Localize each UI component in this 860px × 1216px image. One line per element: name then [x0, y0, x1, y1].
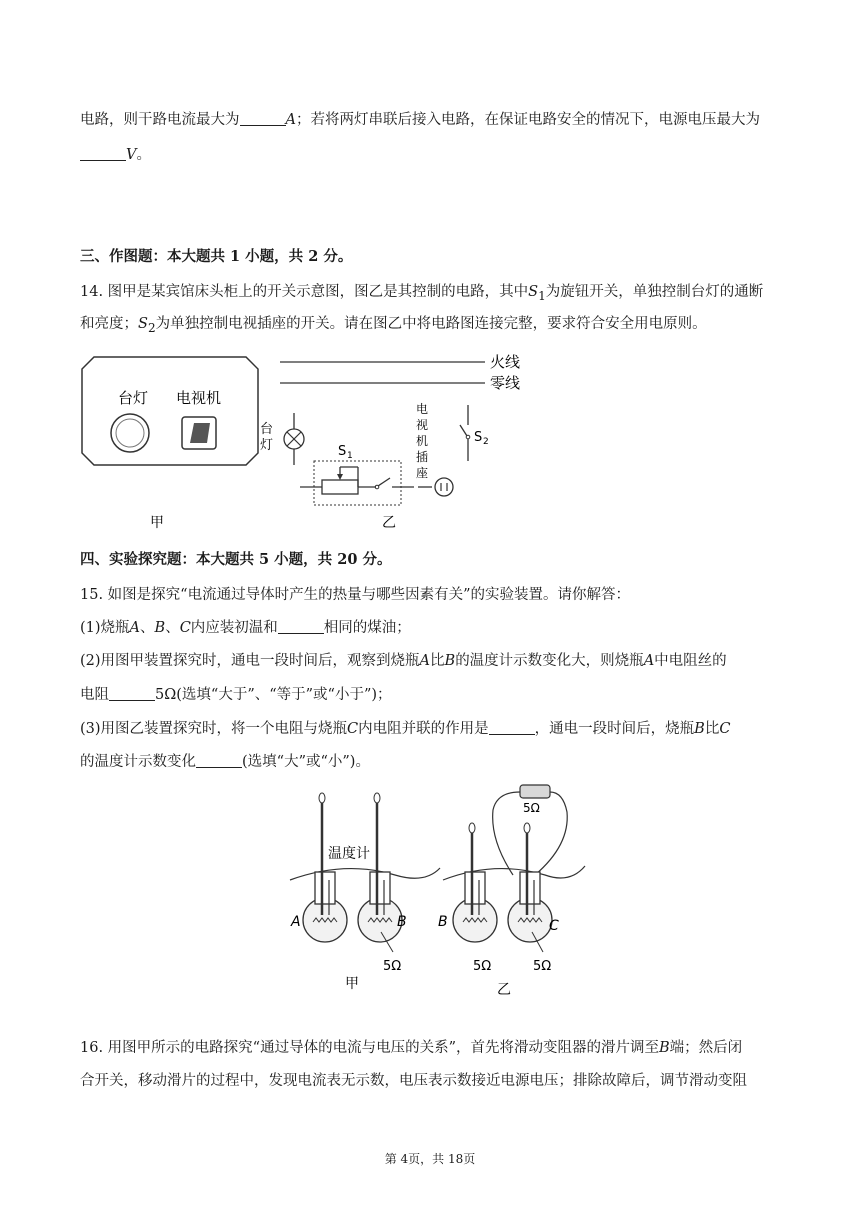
flask-a-label: A: [291, 914, 301, 930]
label-socket-1: 电: [416, 402, 429, 416]
label-yi: 乙: [382, 515, 396, 531]
svg-text:1: 1: [347, 451, 353, 461]
answer-blank[interactable]: [196, 753, 242, 768]
label-jia: 甲: [150, 515, 164, 531]
figure-15: [285, 780, 595, 1000]
q14-line-1: 14. 图甲是某宾馆床头柜上的开关示意图，图乙是其控制的电路，其中$S_1$为旋钮开关，单独控制台灯的通断: [80, 284, 764, 303]
label-lingxian: 零线: [490, 374, 521, 392]
svg-text:2: 2: [483, 437, 489, 447]
q15-line-3: (2)用图甲装置探究时，通电一段时间后，观察到烧瓶A比B的温度计示数变化大，则烧瓶A中电阻丝的: [80, 653, 727, 669]
label-taideng: 台灯: [118, 389, 149, 407]
label-huoxian: 火线: [490, 353, 521, 371]
resistor-b-label: 5Ω: [383, 959, 402, 974]
answer-blank[interactable]: [240, 111, 286, 126]
flask-b2-label: B: [438, 914, 448, 930]
q13-line-1: 电路，则干路电流最大为 A；若将两灯串联后接入电路，在保证电路安全的情况下，电源电压最大为: [80, 112, 760, 128]
resistor-top-label: 5Ω: [523, 801, 540, 815]
q15-line-2: (1)烧瓶A、B、C内应装初温和 相同的煤油；: [80, 620, 411, 636]
label-socket-4: 插: [416, 450, 429, 464]
label-s2: S: [474, 430, 483, 445]
answer-blank[interactable]: [80, 146, 126, 161]
label-lamp-1: 台: [260, 422, 274, 437]
label-jia: 甲: [345, 976, 359, 992]
figure-14: [70, 345, 540, 535]
q15-line-1: 15. 如图是探究“电流通过导体时产生的热量与哪些因素有关”的实验装置。请你解答：: [80, 587, 630, 603]
q14-line-2: 和亮度；$S_2$为单独控制电视插座的开关。请在图乙中将电路图连接完整，要求符合安全用电原则。: [80, 316, 707, 335]
flask-b-label: B: [397, 914, 407, 930]
q13-line-2: V。: [80, 145, 151, 165]
answer-blank[interactable]: [489, 720, 535, 735]
thermometer-label: 温度计: [328, 846, 370, 862]
label-dianshiji: 电视机: [176, 389, 222, 407]
label-socket-5: 座: [416, 466, 429, 480]
section-heading-4: 四、实验探究题：本大题共 5 小题，共 20 分。: [80, 551, 392, 568]
resistor-b2-label: 5Ω: [473, 959, 492, 974]
label-socket-2: 视: [416, 418, 429, 432]
q15-line-6: 的温度计示数变化 (选填“大”或“小”)。: [80, 754, 370, 770]
label-s1: S: [338, 444, 347, 459]
resistor-c-label: 5Ω: [533, 959, 552, 974]
answer-blank[interactable]: [109, 686, 155, 701]
section-heading-3: 三、作图题：本大题共 1 小题，共 2 分。: [80, 248, 353, 265]
q16-line-1: 16. 用图甲所示的电路探究“通过导体的电流与电压的关系”，首先将滑动变阻器的滑片调至B端；然后闭: [80, 1040, 743, 1056]
label-socket-3: 机: [416, 434, 429, 448]
q15-line-4: 电阻 5Ω(选填“大于”、“等于”或“小于”)；: [80, 687, 392, 703]
label-yi: 乙: [497, 982, 511, 998]
answer-blank[interactable]: [278, 619, 324, 634]
q16-line-2: 合开关，移动滑片的过程中，发现电流表无示数，电压表示数接近电源电压；排除故障后，调节滑动变阻: [80, 1073, 747, 1089]
page-footer: 第 4页，共 18页: [384, 1152, 476, 1166]
flask-c-label: C: [549, 918, 559, 934]
q15-line-5: (3)用图乙装置探究时，将一个电阻与烧瓶C内电阻并联的作用是 ，通电一段时间后，烧瓶B比C: [80, 721, 731, 737]
label-lamp-2: 灯: [260, 438, 274, 453]
